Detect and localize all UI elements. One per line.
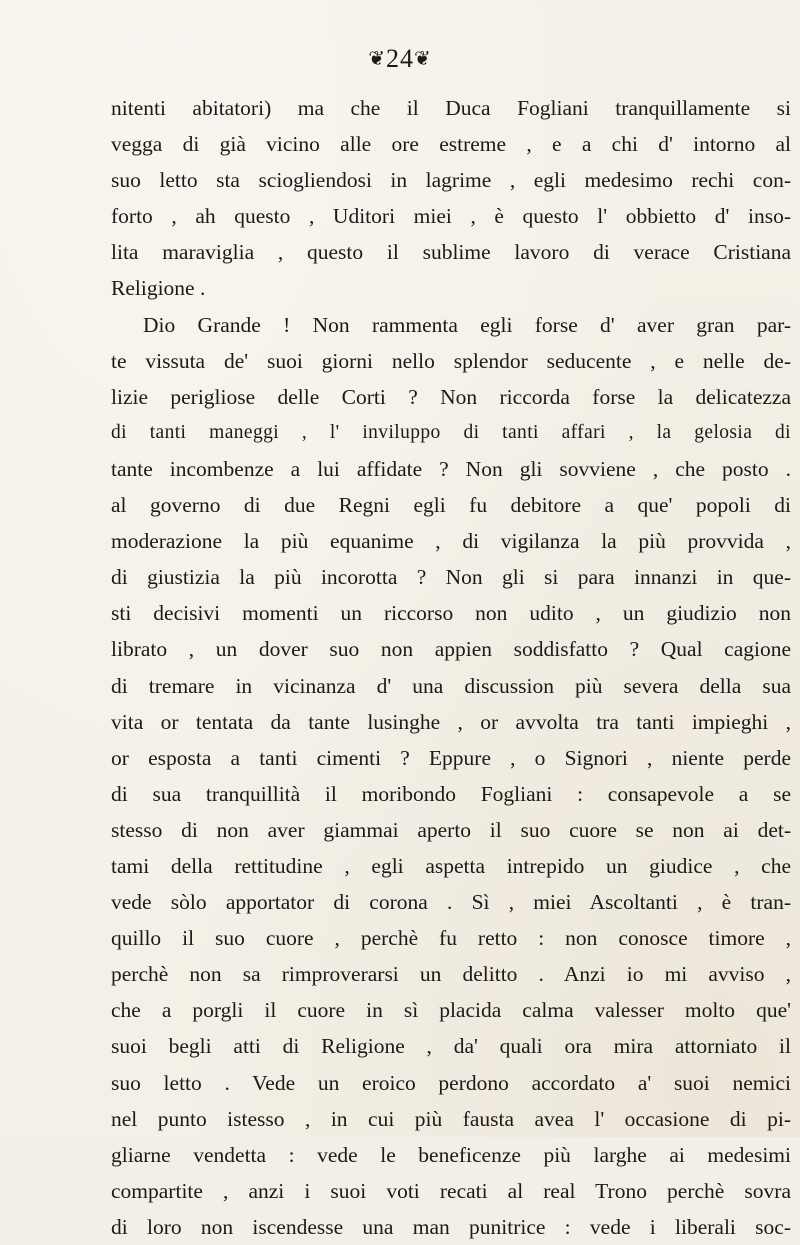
page-number: 24 (386, 44, 414, 73)
text-line: tante incombenze a lui affidate ? Non gli sovviene , che posto . (111, 456, 791, 481)
text-line: sti decisivi momenti un riccorso non udito , un giudizio non (111, 601, 791, 626)
text-line: forto , ah questo , Uditori miei , è questo l' obbietto d' inso- (111, 204, 791, 229)
ornament-left-icon: ❦ (368, 48, 386, 70)
text-line: stesso di non aver giammai aperto il suo cuore se non ai det- (111, 817, 791, 842)
text-line: lizie perigliose delle Corti ? Non riccorda forse la delicatezza (111, 384, 791, 409)
text-line: gliarne vendetta : vede le beneficenze più larghe ai medesimi (111, 1142, 791, 1167)
text-line: suoi begli atti di Religione , da' quali ora mira attorniato il (111, 1034, 791, 1059)
text-line: or esposta a tanti cimenti ? Eppure , o Signori , niente perde (111, 745, 791, 770)
text-line: di tanti maneggi , l' inviluppo di tanti affari , la gelosia di (111, 421, 791, 443)
text-line: nel punto istesso , in cui più fausta avea l' occasione di pi- (111, 1106, 791, 1131)
text-line: vede sòlo apportator di corona . Sì , miei Ascoltanti , è tran- (111, 890, 791, 915)
text-line: quillo il suo cuore , perchè fu retto : non conosce timore , (111, 926, 791, 951)
body-text (111, 90, 791, 1245)
text-line: librato , un dover suo non appien soddisfatto ? Qual cagione (111, 637, 791, 662)
text-line: di sua tranquillità il moribondo Fogliani : consapevole a se (111, 781, 791, 806)
text-line: perchè non sa rimproverarsi un delitto . Anzi io mi avviso , (111, 962, 791, 987)
text-line: di tremare in vicinanza d' una discussion più severa della sua (111, 673, 791, 698)
text-line: al governo di due Regni egli fu debitore a que' popoli di (111, 493, 791, 518)
text-line: lita maraviglia , questo il sublime lavoro di verace Cristiana (111, 240, 791, 265)
text-line: suo letto sta sciogliendosi in lagrime , egli medesimo rechi con- (111, 168, 791, 193)
text-line: Religione . (111, 276, 206, 301)
text-line: che a porgli il cuore in sì placida calma valesser molto que' (111, 998, 791, 1023)
ornament-right-icon: ❦ (414, 48, 432, 70)
text-line: nitenti abitatori) ma che il Duca Fogliani tranquillamente si (111, 96, 791, 120)
text-line: vita or tentata da tante lusinghe , or avvolta tra tanti impieghi , (111, 709, 791, 734)
text-line: di giustizia la più incorotta ? Non gli si para innanzi in que- (111, 565, 791, 590)
text-line: moderazione la più equanime , di vigilanza la più provvida , (111, 529, 791, 554)
text-line: vegga di già vicino alle ore estreme , e a chi d' intorno al (111, 132, 791, 157)
text-line: compartite , anzi i suoi voti recati al real Trono perchè sovra (111, 1178, 791, 1203)
text-line: Dio Grande ! Non rammenta egli forse d' aver gran par- (143, 312, 791, 337)
text-line: tami della rettitudine , egli aspetta intrepido un giudice , che (111, 853, 791, 878)
page-header (0, 44, 800, 74)
text-line: suo letto . Vede un eroico perdono accordato a' suoi nemici (111, 1070, 791, 1095)
text-line: te vissuta de' suoi giorni nello splendor seducente , e nelle de- (111, 348, 791, 373)
text-line: di loro non iscendesse una man punitrice : vede i liberali soc- (111, 1214, 791, 1239)
